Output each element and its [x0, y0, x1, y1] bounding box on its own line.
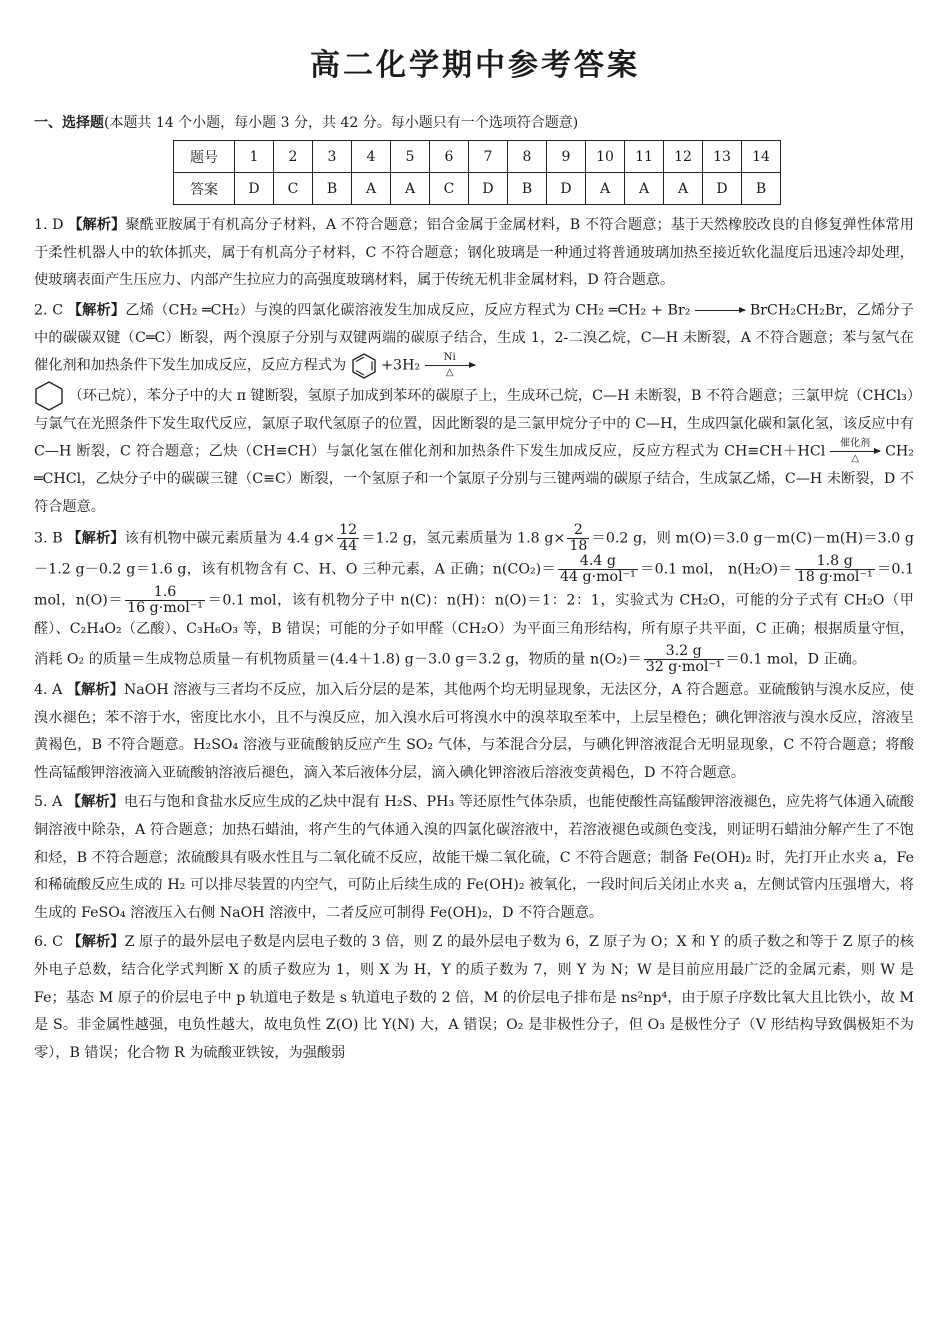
- explanation-text: n(H₂O)＝: [728, 561, 793, 578]
- table-cell: 11: [625, 141, 664, 173]
- question-number: 2. C: [34, 302, 64, 319]
- fraction: [337, 523, 359, 554]
- table-cell: 10: [586, 141, 625, 173]
- explanation-text: ＝0.1 mol，D 正确。: [725, 651, 867, 668]
- numerator: 1.8 g: [795, 554, 875, 570]
- table-row-numbers: [174, 141, 781, 173]
- table-cell: A: [625, 173, 664, 205]
- table-cell: A: [352, 173, 391, 205]
- table-cell: 6: [430, 141, 469, 173]
- explanation-text: Z 原子的最外层电子数是内层电子数的 3 倍，则 Z 的最外层电子数为 6，Z 原子为 O；X 和 Y 的质子数之和等于 Z 原子的核外电子总数，结合化学式判断 X 的质子数应为 1，则 X 为 H，Y 的质子数为 7，则 Y 为 N；W 是目前应用最广泛的金属元素，则 W 是 Fe；基态 M 原子的价层电子中 p 轨道电子数是 s 轨道电子数的 2 倍，M 的价层电子排布是 ns²np⁴，由于原子序数比氧大且比铁小，故 M 是 S。非金属性越强，电负性越大，故电负性 Z(O) 比 Y(N) 大，A 错误；O₂ 是非极性分子，但 O₃ 是极性分子（V 形结构导致偶极矩不为零），B 错误；化合物 R 为硫酸亚铁铵，为强酸弱: [34, 934, 914, 1061]
- question-number: 3. B: [34, 530, 63, 547]
- denominator: 32 g·mol⁻¹: [645, 659, 722, 676]
- analysis-tag: 【解析】: [66, 682, 124, 699]
- table-cell: D: [703, 173, 742, 205]
- fraction: [567, 523, 589, 554]
- question-4: [34, 677, 914, 787]
- denominator: 44 g·mol⁻¹: [559, 569, 636, 586]
- explanation-text: ＝0.1 mol，该有机物分子中 n(C)：n(H)：n(O)＝1：2：1，实验式为 CH₂O，可能的分子式有 CH₂O（甲醛）、C₂H₄O₂（乙酸）、C₃H₆O₃ 等，B 错误；可能的分子如甲醛（CH₂O）为平面三角形结构，所有原子共平面，C 正确；根据质量守恒，消耗 O₂ 的质量＝生成物总质量－有机物质量＝(4.4＋1.8) g－3.0 g＝3.2 g，物质的量 n(O₂)＝: [34, 592, 914, 668]
- question-5: [34, 789, 914, 927]
- page-title: 高二化学期中参考答案: [310, 48, 640, 83]
- numerator: 3.2 g: [644, 644, 724, 660]
- fraction: [795, 554, 875, 585]
- explanation-text: ＝1.2 g，氢元素质量为 1.8 g×: [361, 530, 566, 547]
- denominator: 18 g·mol⁻¹: [796, 569, 873, 586]
- table-row-answers: [174, 173, 781, 205]
- section-note: (本题共 14 个小题，每小题 3 分，共 42 分。每小题只有一个选项符合题意): [104, 115, 579, 131]
- cyclohexane-ring-icon: [34, 381, 64, 411]
- denominator: 44: [339, 538, 358, 555]
- explanations: [34, 212, 914, 1069]
- numerator: 12: [339, 522, 358, 539]
- analysis-tag: 【解析】: [66, 794, 124, 811]
- question-2: [34, 297, 914, 522]
- analysis-tag: 【解析】: [67, 302, 126, 319]
- table-cell: C: [274, 173, 313, 205]
- table-cell: 1: [235, 141, 274, 173]
- question-6: [34, 929, 914, 1067]
- section-title: 一、选择题: [34, 115, 104, 131]
- question-3: [34, 523, 914, 675]
- table-cell: 13: [703, 141, 742, 173]
- condition-label: Ni: [443, 352, 456, 364]
- row-label: 题号: [174, 141, 235, 173]
- condition-label: △: [445, 367, 454, 379]
- table-cell: 9: [547, 141, 586, 173]
- analysis-tag: 【解析】: [68, 217, 126, 233]
- table-cell: D: [469, 173, 508, 205]
- table-cell: D: [547, 173, 586, 205]
- table-cell: B: [742, 173, 781, 205]
- question-1: [34, 212, 914, 295]
- fraction: [644, 644, 724, 675]
- explanation-text: 聚酰亚胺属于有机高分子材料，A 不符合题意；铝合金属于金属材料，B 不符合题意；基于天然橡胶改良的自修复弹性体常用于柔性机器人中的软体抓夹，属于有机高分子材料，C 不符合题意；钢化玻璃是一种通过将普通玻璃加热至接近软化温度后迅速冷却处理，使玻璃表面产生压应力、内部产生拉应力的高强度玻璃材料，属于传统无机非金属材料，D 符合题意。: [34, 217, 914, 289]
- table-cell: D: [235, 173, 274, 205]
- table-cell: 8: [508, 141, 547, 173]
- fraction: [558, 554, 638, 585]
- table-cell: 12: [664, 141, 703, 173]
- table-cell: 3: [313, 141, 352, 173]
- explanation-text: BrCH₂CH₂Br，乙烯分子中的碳碳双键（C═C）断裂，两个溴原子分别与双键两端的碳原子结合，生成 1，2-二溴乙烷，C—H 未断裂，A 不符合题意；苯与氢气在催化剂和加热条件下发生加成反应，反应方程式为: [34, 302, 914, 374]
- explanation-text: 乙烯（CH₂ ═CH₂）与溴的四氯化碳溶液发生加成反应，反应方程式为 CH₂ ═CH₂ + Br₂: [125, 302, 691, 319]
- condition-label: △: [851, 453, 860, 465]
- explanation-text: ＝0.1 mol，: [639, 561, 724, 578]
- denominator: 16 g·mol⁻¹: [127, 600, 203, 617]
- reaction-arrow: [695, 297, 745, 324]
- table-cell: A: [391, 173, 430, 205]
- numerator: 1.6: [125, 585, 205, 601]
- reaction-arrow: [830, 438, 880, 465]
- table-cell: C: [430, 173, 469, 205]
- explanation-text: 电石与饱和食盐水反应生成的乙炔中混有 H₂S、PH₃ 等还原性气体杂质，也能使酸性高锰酸钾溶液褪色，应先将气体通入硫酸铜溶液中除杂，A 符合题意；加热石蜡油，将产生的气体通入溴的四氯化碳溶液中，若溶液褪色或颜色变浅，则证明石蜡油分解产生了不饱和烃，B 不符合题意；浓硫酸具有吸水性且与二氧化硫不反应，故能干燥二氧化硫，C 不符合题意；制备 Fe(OH)₂ 时，先打开止水夹 a，Fe 和稀硫酸反应生成的 H₂ 可以排尽装置的内空气，可防止后续生成的 Fe(OH)₂ 被氧化，一段时间后关闭止水夹 a，左侧试管内压强增大，将生成的 FeSO₄ 溶液压入右侧 NaOH 溶液中，二者反应可制得 Fe(OH)₂，D 不符合题意。: [34, 794, 914, 921]
- analysis-tag: 【解析】: [67, 530, 125, 547]
- numerator: 4.4 g: [558, 554, 638, 570]
- explanation-text: （环己烷），苯分子中的大 π 键断裂，氢原子加成到苯环的碳原子上，生成环己烷，C—H 未断裂，B 不符合题意；三氯甲烷（CHCl₃）与氯气在光照条件下发生取代反应，氯原子取代氢原子的位置，因此断裂的是三氯甲烷分子中的 C—H，生成四氯化碳和氯化氢，该反应中有 C—H 断裂，C 符合题意；乙炔（CH≡CH）与氯化氢在催化剂和加热条件下发生加成反应，反应方程式为 CH≡CH＋HCl: [34, 387, 914, 460]
- question-number: 4. A: [34, 682, 63, 699]
- reaction-arrow: [425, 352, 475, 379]
- row-label: 答案: [174, 173, 235, 205]
- explanation-text: 该有机物中碳元素质量为 4.4 g×: [124, 530, 336, 547]
- question-number: 6. C: [34, 934, 63, 951]
- answer-table: [173, 140, 781, 205]
- table-cell: 2: [274, 141, 313, 173]
- explanation-text: ＝0.2 g，则 m(O)＝3.0 g－m(C)－m(H)＝3.0 g－1.2 g－0.2 g＝1.6 g，该有机物含有 C、H、O 三种元素，A 正确；n(CO₂)＝: [34, 530, 914, 578]
- numerator: 2: [567, 523, 589, 539]
- explanation-text: CH₂ ═CHCl，乙炔分子中的碳碳三键（C≡C）断裂，一个氢原子和一个氯原子分别与三键两端的碳原子结合，生成氯乙烯，C—H 未断裂，D 不符合题意。: [34, 443, 914, 515]
- table-cell: 14: [742, 141, 781, 173]
- table-cell: B: [508, 173, 547, 205]
- question-number: 5. A: [34, 794, 63, 811]
- table-cell: B: [313, 173, 352, 205]
- condition-label: 催化剂: [840, 438, 871, 450]
- analysis-tag: 【解析】: [67, 934, 125, 951]
- explanation-text: NaOH 溶液与三者均不反应，加入后分层的是苯，其他两个均无明显现象，无法区分，A 符合题意。亚硫酸钠与溴水反应，使溴水褪色；苯不溶于水，密度比水小，且不与溴反应，加入溴水后可将溴水中的溴萃取至苯中，上层呈橙色；碘化钾溶液与溴水反应，溶液呈黄褐色，B 不符合题意。H₂SO₄ 溶液与亚硫酸钠反应产生 SO₂ 气体，与苯混合分层，与碘化钾溶液混合无明显现象，C 不符合题意；将酸性高锰酸钾溶液滴入亚硫酸钠溶液后褪色，滴入苯后液体分层，滴入碘化钾溶液后溶液变黄褐色，D 不符合题意。: [34, 682, 914, 781]
- fraction: [125, 585, 205, 616]
- table-cell: 4: [352, 141, 391, 173]
- table-cell: 5: [391, 141, 430, 173]
- explanation-text: ＝0.1 mol，n(O)＝: [34, 561, 914, 609]
- table-cell: A: [586, 173, 625, 205]
- question-number: 1. D: [34, 217, 64, 233]
- table-cell: 7: [469, 141, 508, 173]
- benzene-ring-icon: [351, 353, 377, 379]
- explanation-text: +3H₂: [381, 357, 421, 374]
- table-cell: A: [664, 173, 703, 205]
- section-heading: [34, 112, 578, 132]
- denominator: 18: [569, 538, 588, 555]
